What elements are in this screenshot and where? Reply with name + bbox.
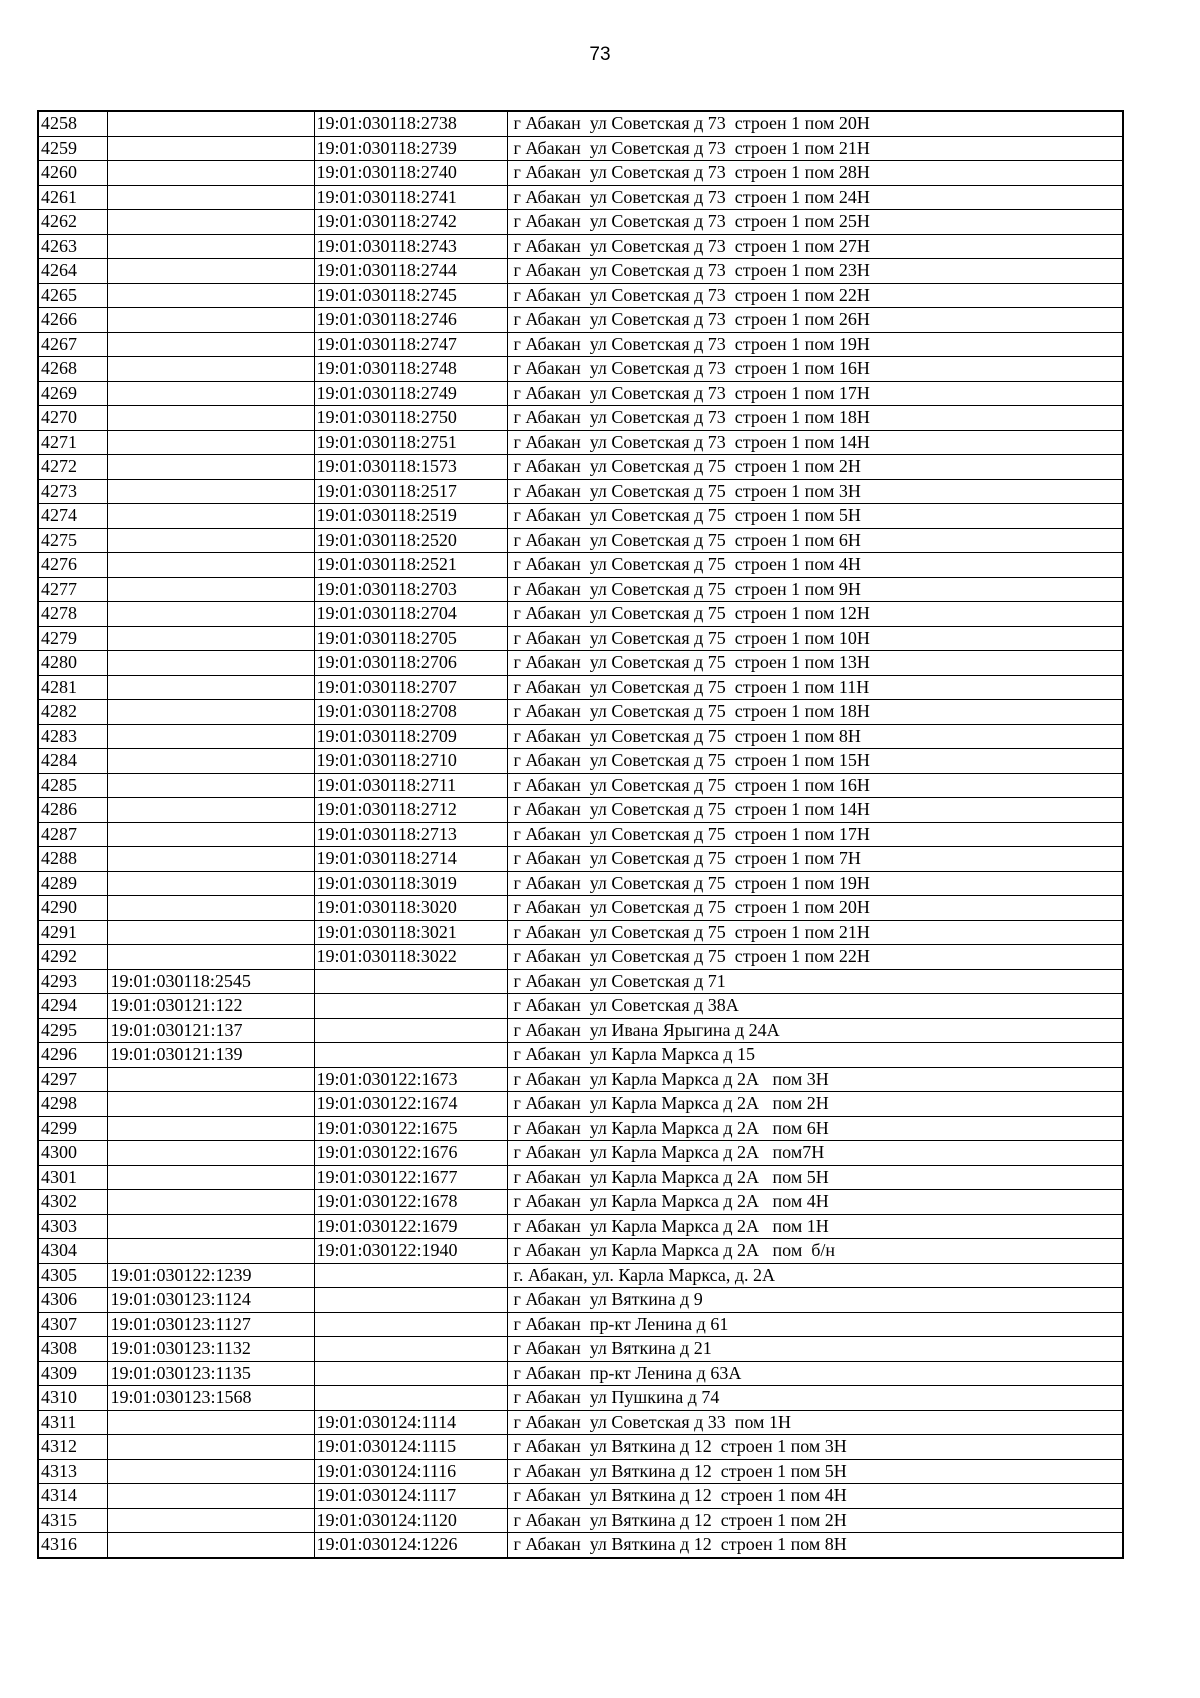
address-cell: г Абакан ул Советская д 75 строен 1 пом 8Н xyxy=(507,724,1123,749)
row-number-cell: 4258 xyxy=(38,111,107,136)
premises-cadastral-number-cell: 19:01:030122:1677 xyxy=(314,1165,507,1190)
premises-cadastral-number-cell: 19:01:030122:1679 xyxy=(314,1214,507,1239)
premises-cadastral-number-cell: 19:01:030118:2714 xyxy=(314,847,507,872)
address-cell: г Абакан ул Советская д 75 строен 1 пом 18Н xyxy=(507,700,1123,725)
building-cadastral-number-cell xyxy=(107,161,314,186)
premises-cadastral-number-cell: 19:01:030118:2708 xyxy=(314,700,507,725)
table-row xyxy=(38,136,1123,161)
table-row xyxy=(38,504,1123,529)
table-row xyxy=(38,259,1123,284)
row-number-cell: 4280 xyxy=(38,651,107,676)
building-cadastral-number-cell: 19:01:030123:1132 xyxy=(107,1337,314,1362)
premises-cadastral-number-cell: 19:01:030118:2705 xyxy=(314,626,507,651)
row-number-cell: 4290 xyxy=(38,896,107,921)
table-row xyxy=(38,1067,1123,1092)
row-number-cell: 4305 xyxy=(38,1263,107,1288)
building-cadastral-number-cell xyxy=(107,136,314,161)
table-row xyxy=(38,1410,1123,1435)
premises-cadastral-number-cell: 19:01:030118:2747 xyxy=(314,332,507,357)
row-number-cell: 4263 xyxy=(38,234,107,259)
address-cell: г Абакан ул Советская д 73 строен 1 пом 16Н xyxy=(507,357,1123,382)
premises-cadastral-number-cell: 19:01:030122:1676 xyxy=(314,1141,507,1166)
building-cadastral-number-cell xyxy=(107,847,314,872)
table-row xyxy=(38,1312,1123,1337)
address-cell: г Абакан ул Советская д 75 строен 1 пом 21Н xyxy=(507,920,1123,945)
table-row xyxy=(38,528,1123,553)
building-cadastral-number-cell xyxy=(107,920,314,945)
table-row xyxy=(38,700,1123,725)
table-row xyxy=(38,406,1123,431)
table-row xyxy=(38,1092,1123,1117)
building-cadastral-number-cell xyxy=(107,1141,314,1166)
premises-cadastral-number-cell: 19:01:030118:3020 xyxy=(314,896,507,921)
building-cadastral-number-cell xyxy=(107,308,314,333)
premises-cadastral-number-cell: 19:01:030122:1940 xyxy=(314,1239,507,1264)
row-number-cell: 4300 xyxy=(38,1141,107,1166)
row-number-cell: 4276 xyxy=(38,553,107,578)
premises-cadastral-number-cell xyxy=(314,1337,507,1362)
row-number-cell: 4271 xyxy=(38,430,107,455)
address-cell: г Абакан ул Советская д 75 строен 1 пом 2Н xyxy=(507,455,1123,480)
premises-cadastral-number-cell: 19:01:030124:1116 xyxy=(314,1459,507,1484)
table-row xyxy=(38,332,1123,357)
row-number-cell: 4277 xyxy=(38,577,107,602)
building-cadastral-number-cell xyxy=(107,1533,314,1558)
row-number-cell: 4261 xyxy=(38,185,107,210)
premises-cadastral-number-cell xyxy=(314,1263,507,1288)
premises-cadastral-number-cell: 19:01:030124:1226 xyxy=(314,1533,507,1558)
address-cell: г Абакан ул Советская д 75 строен 1 пом 13Н xyxy=(507,651,1123,676)
premises-cadastral-number-cell: 19:01:030118:2746 xyxy=(314,308,507,333)
row-number-cell: 4260 xyxy=(38,161,107,186)
row-number-cell: 4279 xyxy=(38,626,107,651)
building-cadastral-number-cell xyxy=(107,283,314,308)
row-number-cell: 4312 xyxy=(38,1435,107,1460)
building-cadastral-number-cell xyxy=(107,1435,314,1460)
building-cadastral-number-cell xyxy=(107,1410,314,1435)
table-row xyxy=(38,1190,1123,1215)
table-row xyxy=(38,969,1123,994)
address-cell: г Абакан ул Советская д 73 строен 1 пом 24Н xyxy=(507,185,1123,210)
premises-cadastral-number-cell: 19:01:030118:2713 xyxy=(314,822,507,847)
row-number-cell: 4273 xyxy=(38,479,107,504)
premises-cadastral-number-cell: 19:01:030118:2710 xyxy=(314,749,507,774)
table-row xyxy=(38,675,1123,700)
table-row xyxy=(38,1263,1123,1288)
premises-cadastral-number-cell: 19:01:030118:2743 xyxy=(314,234,507,259)
address-cell: г Абакан ул Советская д 38А xyxy=(507,994,1123,1019)
table-row xyxy=(38,1018,1123,1043)
row-number-cell: 4289 xyxy=(38,871,107,896)
row-number-cell: 4298 xyxy=(38,1092,107,1117)
address-cell: г Абакан ул Советская д 75 строен 1 пом 19Н xyxy=(507,871,1123,896)
premises-cadastral-number-cell: 19:01:030124:1114 xyxy=(314,1410,507,1435)
address-cell: г Абакан ул Карла Маркса д 2А пом 4Н xyxy=(507,1190,1123,1215)
building-cadastral-number-cell xyxy=(107,1165,314,1190)
building-cadastral-number-cell xyxy=(107,626,314,651)
building-cadastral-number-cell: 19:01:030123:1127 xyxy=(107,1312,314,1337)
table-row xyxy=(38,1386,1123,1411)
table-row xyxy=(38,234,1123,259)
building-cadastral-number-cell xyxy=(107,871,314,896)
premises-cadastral-number-cell: 19:01:030118:2748 xyxy=(314,357,507,382)
table-row xyxy=(38,724,1123,749)
premises-cadastral-number-cell: 19:01:030118:3021 xyxy=(314,920,507,945)
table-row xyxy=(38,210,1123,235)
table-row xyxy=(38,1043,1123,1068)
address-cell: г Абакан ул Советская д 73 строен 1 пом 25Н xyxy=(507,210,1123,235)
row-number-cell: 4283 xyxy=(38,724,107,749)
address-cell: г Абакан ул Советская д 75 строен 1 пом 14Н xyxy=(507,798,1123,823)
table-row xyxy=(38,1116,1123,1141)
building-cadastral-number-cell xyxy=(107,504,314,529)
address-cell: г Абакан ул Вяткина д 21 xyxy=(507,1337,1123,1362)
row-number-cell: 4268 xyxy=(38,357,107,382)
table-row xyxy=(38,602,1123,627)
address-cell: г Абакан ул Советская д 73 строен 1 пом 19Н xyxy=(507,332,1123,357)
address-cell: г Абакан ул Карла Маркса д 2А пом 3Н xyxy=(507,1067,1123,1092)
table-row xyxy=(38,430,1123,455)
premises-cadastral-number-cell: 19:01:030118:2750 xyxy=(314,406,507,431)
premises-cadastral-number-cell: 19:01:030118:2712 xyxy=(314,798,507,823)
row-number-cell: 4314 xyxy=(38,1484,107,1509)
page-number: 73 xyxy=(589,44,611,65)
premises-cadastral-number-cell: 19:01:030122:1675 xyxy=(314,1116,507,1141)
building-cadastral-number-cell xyxy=(107,798,314,823)
address-cell: г Абакан ул Карла Маркса д 2А пом 2Н xyxy=(507,1092,1123,1117)
building-cadastral-number-cell xyxy=(107,1190,314,1215)
premises-cadastral-number-cell xyxy=(314,1386,507,1411)
building-cadastral-number-cell: 19:01:030121:139 xyxy=(107,1043,314,1068)
row-number-cell: 4285 xyxy=(38,773,107,798)
building-cadastral-number-cell xyxy=(107,357,314,382)
address-cell: г Абакан пр-кт Ленина д 63А xyxy=(507,1361,1123,1386)
row-number-cell: 4287 xyxy=(38,822,107,847)
building-cadastral-number-cell xyxy=(107,1092,314,1117)
premises-cadastral-number-cell: 19:01:030118:2742 xyxy=(314,210,507,235)
building-cadastral-number-cell xyxy=(107,528,314,553)
table-row xyxy=(38,651,1123,676)
building-cadastral-number-cell xyxy=(107,1067,314,1092)
building-cadastral-number-cell xyxy=(107,553,314,578)
address-cell: г Абакан ул Советская д 33 пом 1Н xyxy=(507,1410,1123,1435)
table-row xyxy=(38,1337,1123,1362)
table-row xyxy=(38,1484,1123,1509)
building-cadastral-number-cell xyxy=(107,749,314,774)
premises-cadastral-number-cell: 19:01:030124:1115 xyxy=(314,1435,507,1460)
premises-cadastral-number-cell: 19:01:030122:1674 xyxy=(314,1092,507,1117)
premises-cadastral-number-cell: 19:01:030118:2711 xyxy=(314,773,507,798)
building-cadastral-number-cell xyxy=(107,822,314,847)
address-cell: г Абакан ул Советская д 75 строен 1 пом 10Н xyxy=(507,626,1123,651)
premises-cadastral-number-cell: 19:01:030118:2517 xyxy=(314,479,507,504)
address-cell: г Абакан ул Советская д 75 строен 1 пом 12Н xyxy=(507,602,1123,627)
table-row xyxy=(38,749,1123,774)
address-cell: г Абакан ул Советская д 73 строен 1 пом 22Н xyxy=(507,283,1123,308)
premises-cadastral-number-cell: 19:01:030118:2706 xyxy=(314,651,507,676)
row-number-cell: 4311 xyxy=(38,1410,107,1435)
table-row xyxy=(38,1361,1123,1386)
address-cell: г Абакан ул Советская д 73 строен 1 пом 20Н xyxy=(507,111,1123,136)
building-cadastral-number-cell: 19:01:030123:1568 xyxy=(107,1386,314,1411)
address-cell: г Абакан ул Вяткина д 12 строен 1 пом 4Н xyxy=(507,1484,1123,1509)
building-cadastral-number-cell xyxy=(107,381,314,406)
building-cadastral-number-cell xyxy=(107,1239,314,1264)
premises-cadastral-number-cell: 19:01:030118:2707 xyxy=(314,675,507,700)
premises-cadastral-number-cell: 19:01:030118:2521 xyxy=(314,553,507,578)
premises-cadastral-number-cell xyxy=(314,994,507,1019)
building-cadastral-number-cell xyxy=(107,602,314,627)
address-cell: г Абакан ул Карла Маркса д 2А пом 6Н xyxy=(507,1116,1123,1141)
building-cadastral-number-cell xyxy=(107,210,314,235)
address-cell: г Абакан ул Советская д 73 строен 1 пом 23Н xyxy=(507,259,1123,284)
building-cadastral-number-cell xyxy=(107,945,314,970)
address-cell: г Абакан ул Советская д 75 строен 1 пом 11Н xyxy=(507,675,1123,700)
row-number-cell: 4291 xyxy=(38,920,107,945)
row-number-cell: 4272 xyxy=(38,455,107,480)
table-row xyxy=(38,185,1123,210)
building-cadastral-number-cell: 19:01:030122:1239 xyxy=(107,1263,314,1288)
registry-table-body xyxy=(38,111,1123,1558)
premises-cadastral-number-cell: 19:01:030118:3019 xyxy=(314,871,507,896)
building-cadastral-number-cell xyxy=(107,651,314,676)
row-number-cell: 4297 xyxy=(38,1067,107,1092)
address-cell: г Абакан ул Вяткина д 12 строен 1 пом 8Н xyxy=(507,1533,1123,1558)
row-number-cell: 4262 xyxy=(38,210,107,235)
row-number-cell: 4265 xyxy=(38,283,107,308)
address-cell: г Абакан ул Советская д 73 строен 1 пом 14Н xyxy=(507,430,1123,455)
row-number-cell: 4308 xyxy=(38,1337,107,1362)
row-number-cell: 4269 xyxy=(38,381,107,406)
table-row xyxy=(38,822,1123,847)
address-cell: г Абакан ул Советская д 75 строен 1 пом 15Н xyxy=(507,749,1123,774)
table-row xyxy=(38,1508,1123,1533)
building-cadastral-number-cell xyxy=(107,332,314,357)
building-cadastral-number-cell xyxy=(107,700,314,725)
row-number-cell: 4295 xyxy=(38,1018,107,1043)
premises-cadastral-number-cell: 19:01:030118:2738 xyxy=(314,111,507,136)
row-number-cell: 4303 xyxy=(38,1214,107,1239)
premises-cadastral-number-cell: 19:01:030118:2745 xyxy=(314,283,507,308)
building-cadastral-number-cell xyxy=(107,455,314,480)
premises-cadastral-number-cell xyxy=(314,1043,507,1068)
table-row xyxy=(38,308,1123,333)
building-cadastral-number-cell xyxy=(107,406,314,431)
table-row xyxy=(38,896,1123,921)
building-cadastral-number-cell: 19:01:030118:2545 xyxy=(107,969,314,994)
address-cell: г Абакан пр-кт Ленина д 61 xyxy=(507,1312,1123,1337)
table-row xyxy=(38,1435,1123,1460)
address-cell: г Абакан ул Вяткина д 12 строен 1 пом 5Н xyxy=(507,1459,1123,1484)
premises-cadastral-number-cell: 19:01:030124:1117 xyxy=(314,1484,507,1509)
row-number-cell: 4259 xyxy=(38,136,107,161)
table-row xyxy=(38,1288,1123,1313)
table-row xyxy=(38,357,1123,382)
row-number-cell: 4294 xyxy=(38,994,107,1019)
premises-cadastral-number-cell: 19:01:030118:2520 xyxy=(314,528,507,553)
premises-cadastral-number-cell: 19:01:030118:2744 xyxy=(314,259,507,284)
table-row xyxy=(38,1533,1123,1558)
table-row xyxy=(38,920,1123,945)
building-cadastral-number-cell xyxy=(107,1116,314,1141)
row-number-cell: 4270 xyxy=(38,406,107,431)
building-cadastral-number-cell xyxy=(107,773,314,798)
premises-cadastral-number-cell xyxy=(314,1361,507,1386)
premises-cadastral-number-cell: 19:01:030118:2703 xyxy=(314,577,507,602)
building-cadastral-number-cell xyxy=(107,896,314,921)
row-number-cell: 4316 xyxy=(38,1533,107,1558)
table-row xyxy=(38,455,1123,480)
building-cadastral-number-cell xyxy=(107,577,314,602)
building-cadastral-number-cell xyxy=(107,724,314,749)
address-cell: г Абакан ул Советская д 75 строен 1 пом 22Н xyxy=(507,945,1123,970)
building-cadastral-number-cell: 19:01:030123:1135 xyxy=(107,1361,314,1386)
premises-cadastral-number-cell xyxy=(314,1288,507,1313)
table-row xyxy=(38,773,1123,798)
table-row xyxy=(38,945,1123,970)
table-row xyxy=(38,1165,1123,1190)
premises-cadastral-number-cell: 19:01:030118:2519 xyxy=(314,504,507,529)
address-cell: г Абакан ул Советская д 73 строен 1 пом 18Н xyxy=(507,406,1123,431)
address-cell: г Абакан ул Ивана Ярыгина д 24А xyxy=(507,1018,1123,1043)
address-cell: г Абакан ул Советская д 73 строен 1 пом 17Н xyxy=(507,381,1123,406)
table-row xyxy=(38,994,1123,1019)
row-number-cell: 4284 xyxy=(38,749,107,774)
address-cell: г Абакан ул Советская д 73 строен 1 пом 26Н xyxy=(507,308,1123,333)
row-number-cell: 4309 xyxy=(38,1361,107,1386)
premises-cadastral-number-cell: 19:01:030118:1573 xyxy=(314,455,507,480)
premises-cadastral-number-cell xyxy=(314,969,507,994)
table-row xyxy=(38,1239,1123,1264)
premises-cadastral-number-cell: 19:01:030118:2751 xyxy=(314,430,507,455)
row-number-cell: 4274 xyxy=(38,504,107,529)
address-cell: г Абакан ул Советская д 75 строен 1 пом 9Н xyxy=(507,577,1123,602)
building-cadastral-number-cell xyxy=(107,1214,314,1239)
row-number-cell: 4302 xyxy=(38,1190,107,1215)
building-cadastral-number-cell xyxy=(107,1459,314,1484)
address-cell: г Абакан ул Пушкина д 74 xyxy=(507,1386,1123,1411)
row-number-cell: 4286 xyxy=(38,798,107,823)
building-cadastral-number-cell xyxy=(107,430,314,455)
building-cadastral-number-cell xyxy=(107,111,314,136)
row-number-cell: 4282 xyxy=(38,700,107,725)
table-row xyxy=(38,553,1123,578)
row-number-cell: 4266 xyxy=(38,308,107,333)
premises-cadastral-number-cell: 19:01:030118:2709 xyxy=(314,724,507,749)
row-number-cell: 4264 xyxy=(38,259,107,284)
building-cadastral-number-cell: 19:01:030121:122 xyxy=(107,994,314,1019)
address-cell: г Абакан ул Советская д 73 строен 1 пом 27Н xyxy=(507,234,1123,259)
premises-cadastral-number-cell: 19:01:030118:2704 xyxy=(314,602,507,627)
table-row xyxy=(38,847,1123,872)
address-cell: г Абакан ул Карла Маркса д 15 xyxy=(507,1043,1123,1068)
address-cell: г Абакан ул Советская д 75 строен 1 пом 6Н xyxy=(507,528,1123,553)
table-row xyxy=(38,626,1123,651)
row-number-cell: 4313 xyxy=(38,1459,107,1484)
address-cell: г Абакан ул Советская д 75 строен 1 пом 20Н xyxy=(507,896,1123,921)
row-number-cell: 4278 xyxy=(38,602,107,627)
table-row xyxy=(38,798,1123,823)
row-number-cell: 4293 xyxy=(38,969,107,994)
row-number-cell: 4299 xyxy=(38,1116,107,1141)
premises-cadastral-number-cell: 19:01:030122:1678 xyxy=(314,1190,507,1215)
address-cell: г Абакан ул Карла Маркса д 2А пом 5Н xyxy=(507,1165,1123,1190)
table-row xyxy=(38,1459,1123,1484)
table-row xyxy=(38,577,1123,602)
premises-cadastral-number-cell: 19:01:030118:2741 xyxy=(314,185,507,210)
table-row xyxy=(38,161,1123,186)
building-cadastral-number-cell xyxy=(107,1484,314,1509)
row-number-cell: 4304 xyxy=(38,1239,107,1264)
row-number-cell: 4307 xyxy=(38,1312,107,1337)
premises-cadastral-number-cell xyxy=(314,1312,507,1337)
row-number-cell: 4292 xyxy=(38,945,107,970)
premises-cadastral-number-cell xyxy=(314,1018,507,1043)
row-number-cell: 4288 xyxy=(38,847,107,872)
table-row xyxy=(38,1214,1123,1239)
table-row xyxy=(38,871,1123,896)
address-cell: г Абакан ул Вяткина д 12 строен 1 пом 2Н xyxy=(507,1508,1123,1533)
address-cell: г Абакан ул Советская д 73 строен 1 пом 28Н xyxy=(507,161,1123,186)
address-cell: г Абакан ул Советская д 73 строен 1 пом 21Н xyxy=(507,136,1123,161)
property-registry-table xyxy=(37,110,1124,1559)
address-cell: г Абакан ул Советская д 75 строен 1 пом 16Н xyxy=(507,773,1123,798)
table-row xyxy=(38,1141,1123,1166)
table-row xyxy=(38,381,1123,406)
building-cadastral-number-cell xyxy=(107,675,314,700)
table-row xyxy=(38,283,1123,308)
premises-cadastral-number-cell: 19:01:030118:2740 xyxy=(314,161,507,186)
row-number-cell: 4296 xyxy=(38,1043,107,1068)
row-number-cell: 4267 xyxy=(38,332,107,357)
building-cadastral-number-cell: 19:01:030121:137 xyxy=(107,1018,314,1043)
address-cell: г Абакан ул Карла Маркса д 2А пом б/н xyxy=(507,1239,1123,1264)
building-cadastral-number-cell xyxy=(107,185,314,210)
building-cadastral-number-cell xyxy=(107,234,314,259)
row-number-cell: 4275 xyxy=(38,528,107,553)
table-row xyxy=(38,479,1123,504)
table-row xyxy=(38,111,1123,136)
row-number-cell: 4310 xyxy=(38,1386,107,1411)
address-cell: г Абакан ул Советская д 75 строен 1 пом 7Н xyxy=(507,847,1123,872)
address-cell: г Абакан ул Советская д 75 строен 1 пом 17Н xyxy=(507,822,1123,847)
address-cell: г Абакан ул Карла Маркса д 2А пом7Н xyxy=(507,1141,1123,1166)
address-cell: г Абакан ул Вяткина д 9 xyxy=(507,1288,1123,1313)
premises-cadastral-number-cell: 19:01:030122:1673 xyxy=(314,1067,507,1092)
premises-cadastral-number-cell: 19:01:030118:2749 xyxy=(314,381,507,406)
address-cell: г Абакан ул Карла Маркса д 2А пом 1Н xyxy=(507,1214,1123,1239)
premises-cadastral-number-cell: 19:01:030118:3022 xyxy=(314,945,507,970)
premises-cadastral-number-cell: 19:01:030118:2739 xyxy=(314,136,507,161)
row-number-cell: 4281 xyxy=(38,675,107,700)
building-cadastral-number-cell xyxy=(107,259,314,284)
address-cell: г Абакан ул Советская д 75 строен 1 пом 5Н xyxy=(507,504,1123,529)
address-cell: г Абакан ул Советская д 75 строен 1 пом 4Н xyxy=(507,553,1123,578)
row-number-cell: 4315 xyxy=(38,1508,107,1533)
row-number-cell: 4301 xyxy=(38,1165,107,1190)
address-cell: г Абакан ул Советская д 75 строен 1 пом 3Н xyxy=(507,479,1123,504)
address-cell: г Абакан ул Вяткина д 12 строен 1 пом 3Н xyxy=(507,1435,1123,1460)
building-cadastral-number-cell: 19:01:030123:1124 xyxy=(107,1288,314,1313)
building-cadastral-number-cell xyxy=(107,1508,314,1533)
row-number-cell: 4306 xyxy=(38,1288,107,1313)
premises-cadastral-number-cell: 19:01:030124:1120 xyxy=(314,1508,507,1533)
building-cadastral-number-cell xyxy=(107,479,314,504)
address-cell: г Абакан ул Советская д 71 xyxy=(507,969,1123,994)
address-cell: г. Абакан, ул. Карла Маркса, д. 2А xyxy=(507,1263,1123,1288)
